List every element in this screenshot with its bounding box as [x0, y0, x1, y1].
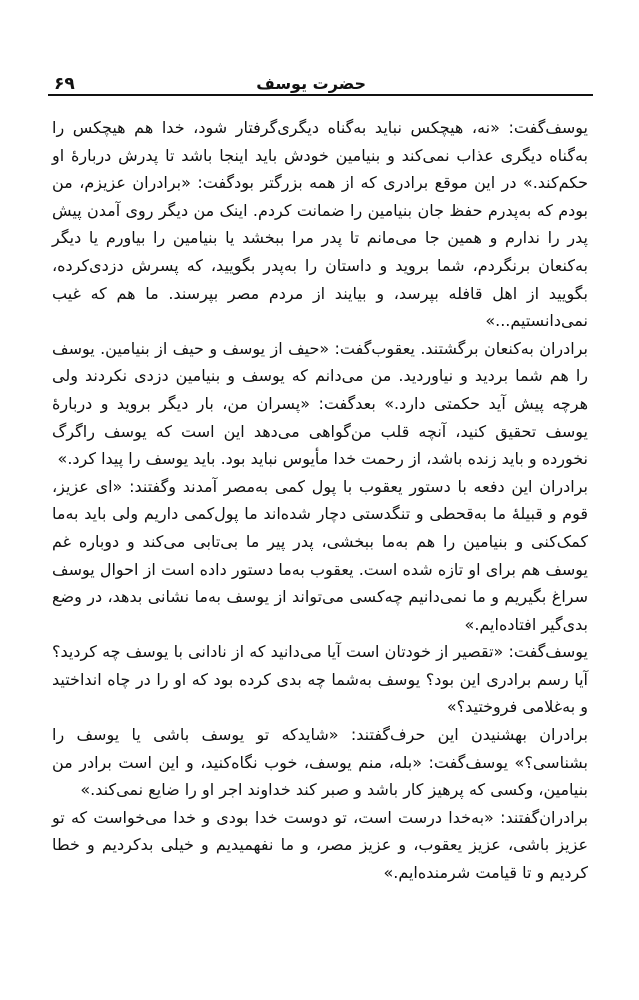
paragraph-2: برادران به‌کنعان برگشتند. یعقوب‌گفت: «حیف از یوسف و حیف از بنیامین. یوسف را هم شما بردید و نیاوردید. من می‌دانم که یوسف و بنیامین دزدی نکردند ولی هرچه پیش آید حکمتی دارد.» بعدگفت: «پسران من، بار دیگر بروید و دربارهٔ یوسف تحقیق کنید، آنچه قلب من‌گواهی می‌دهد این است که یوسف راگرگ نخورده و باید زنده باشد، از رحمت خدا مأیوس نباید بود. باید یوسف را پیدا کرد.»: [52, 338, 588, 469]
chapter-title: حضرت یوسف: [256, 74, 366, 93]
paragraph-5: برادران بهشنیدن این حرف‌گفتند: «شاید‌که تو یوسف باشی یا یوسف را بشناسی؟» یوسف‌گفت: «بله، منم یوسف، خوب نگاه‌کنید، و این است برادر من بنیامین، وکسی که پرهیز کار باشد و صبر کند خداوند اجر او را ضایع نمی‌کند.»: [52, 725, 588, 800]
body-text: [52, 114, 588, 887]
paragraph-4: یوسف‌گفت: «تقصیر از خودتان است آیا می‌دانید که از نادانی با یوسف چه کردید؟ آیا رسم برادری این بود؟ یوسف به‌شما چه بدی کرده بود که او را در چاه انداختید و به‌غلامی فروختید؟»: [52, 642, 588, 717]
running-header: [50, 66, 590, 96]
page-number: ۶۹: [54, 74, 75, 94]
paragraph-3: برادران این دفعه با دستور یعقوب با پول کمی به‌مصر آمدند وگفتند: «ای عزیز، قوم و قبیلهٔ ما به‌قحطی و تنگدستی دچار شده‌اند ما پول‌کمی داریم ولی باید به‌ما کمک‌کنی و بنیامین را هم به‌ما ببخشی، پدر پیر ما بی‌تابی می‌کند و دوباره غم یوسف هم برای او تازه شده است. یعقوب به‌ما دستور داده است از احوال یوسف سراغ بگیریم و ما نمی‌دانیم چه‌کسی می‌تواند از یوسف به‌ما نشانی بدهد، در وضع بدی‌گیر افتاده‌ایم.»: [52, 476, 588, 634]
paragraph-6: برادران‌گفتند: «به‌خدا درست است، تو دوست خدا بودی و خدا می‌خواست که تو عزیز باشی، عزیز یعقوب، و عزیز مصر، و ما نفهمیدیم و خیلی بدکردیم و خطا کردیم و تا قیامت شرمنده‌ایم.»: [52, 807, 588, 883]
paragraph-1: یوسف‌گفت: «نه، هیچکس نباید به‌گناه دیگری‌گرفتار شود، خدا هم هیچکس را به‌گناه دیگری عذاب نمی‌کند و بنیامین خودش باید اینجا باشد تا پدرش دربارهٔ او حکم‌کند.» در این موقع برادری که از همه بزرگتر بودگفت: «برادران عزیزم، من بودم که به‌پدرم حفظ جان بنیامین را ضمانت کردم. اینک من دیگر روی آمدن پیش پدر را ندارم و همین جا می‌مانم تا پدر مرا ببخشد یا بنیامین را بیاورم یا دیگر به‌کنعان برنگردم، شما بروید و داستان را به‌پدر بگویید، که پسرش دزدی‌کرده، بگویید از اهل قافله بپرسد، و بیایند از مردم مصر بپرسند. ما هم که غیب نمی‌دانستیم...»: [52, 118, 588, 331]
header-rule: [48, 94, 593, 96]
